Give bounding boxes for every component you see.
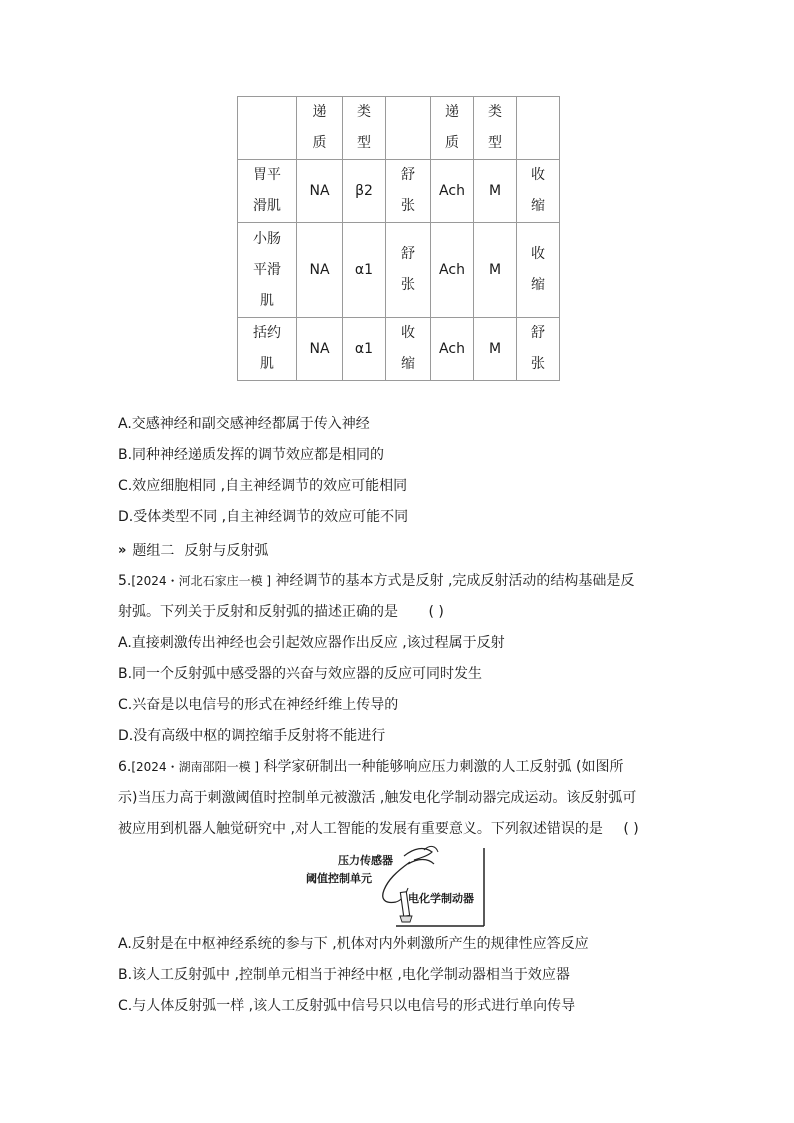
table-header-cell: 递质 xyxy=(431,97,474,160)
q6-stem: 科学家研制出一种能够响应压力刺激的人工反射弧 (如图所 xyxy=(263,759,624,775)
q5-stem: 神经调节的基本方式是反射 ,完成反射活动的结构基础是反 xyxy=(275,573,635,589)
q6-stem-line1 xyxy=(118,757,623,777)
effect-cell: 舒张 xyxy=(517,318,560,381)
section-label: 题组二 xyxy=(132,543,175,559)
q5-option-c: C.兴奋是以电信号的形式在神经纤维上传导的 xyxy=(118,697,399,713)
table-row xyxy=(238,223,560,318)
effect-cell: 舒张 xyxy=(386,160,431,223)
artificial-reflex-arc-figure xyxy=(300,842,490,930)
q6-option-b: B.该人工反射弧中 ,控制单元相当于神经中枢 ,电化学制动器相当于效应器 xyxy=(118,967,570,983)
q5-number: 5. xyxy=(118,573,132,589)
reflex-arc-drawing xyxy=(300,842,490,930)
effect-cell: 收缩 xyxy=(517,160,560,223)
chevron-right-icon: » xyxy=(118,542,123,558)
q6-stem-line3: 被应用到机器人触觉研究中 ,对人工智能的发展有重要意义。下列叙述错误的是 ( ) xyxy=(118,821,639,837)
sensor-label: 压力传感器 xyxy=(338,854,393,867)
q5-option-b: B.同一个反射弧中感受器的兴奋与效应器的反应可同时发生 xyxy=(118,666,483,682)
transmitter-cell: Ach xyxy=(431,318,474,381)
receptor-cell: M xyxy=(474,160,517,223)
transmitter-cell: Ach xyxy=(431,223,474,318)
transmitter-cell: NA xyxy=(297,223,343,318)
table-header-cell xyxy=(238,97,297,160)
q4-option-b: B.同种神经递质发挥的调节效应都是相同的 xyxy=(118,447,385,463)
table-header-cell: 类型 xyxy=(343,97,386,160)
receptor-cell: α1 xyxy=(343,223,386,318)
neurotransmitter-table xyxy=(237,96,560,381)
q4-option-c: C.效应细胞相同 ,自主神经调节的效应可能相同 xyxy=(118,478,408,494)
transmitter-cell: NA xyxy=(297,318,343,381)
table-row xyxy=(238,160,560,223)
table-header-cell xyxy=(517,97,560,160)
q6-option-c: C.与人体反射弧一样 ,该人工反射弧中信号只以电信号的形式进行单向传导 xyxy=(118,998,576,1014)
table-header-cell xyxy=(386,97,431,160)
q5-source: [2024・河北石家庄一模 ] xyxy=(131,574,272,588)
effect-cell: 收缩 xyxy=(517,223,560,318)
q6-number: 6. xyxy=(118,759,132,775)
receptor-cell: M xyxy=(474,223,517,318)
table-header-cell: 类型 xyxy=(474,97,517,160)
effect-cell: 收缩 xyxy=(386,318,431,381)
table-header-cell: 递质 xyxy=(297,97,343,160)
control-unit-label: 阈值控制单元 xyxy=(306,872,372,885)
q5-stem-line2: 射弧。下列关于反射和反射弧的描述正确的是 ( ) xyxy=(118,604,444,620)
q6-stem-line2: 示)当压力高于刺激阈值时控制单元被激活 ,触发电化学制动器完成运动。该反射弧可 xyxy=(118,790,637,806)
transmitter-cell: Ach xyxy=(431,160,474,223)
q5-option-a: A.直接刺激传出神经也会引起效应器作出反应 ,该过程属于反射 xyxy=(118,635,505,651)
actuator-label: 电化学制动器 xyxy=(408,892,474,905)
organ-cell: 括约肌 xyxy=(238,318,297,381)
table-header-row xyxy=(238,97,560,160)
effect-cell: 舒张 xyxy=(386,223,431,318)
q5-option-d: D.没有高级中枢的调控缩手反射将不能进行 xyxy=(118,728,386,744)
q4-option-a: A.交感神经和副交感神经都属于传入神经 xyxy=(118,416,370,432)
q6-source: [2024・湖南邵阳一模 ] xyxy=(131,760,260,774)
q6-option-a: A.反射是在中枢神经系统的参与下 ,机体对内外刺激所产生的规律性应答反应 xyxy=(118,936,589,952)
section-heading xyxy=(118,540,268,560)
organ-cell: 小肠平滑肌 xyxy=(238,223,297,318)
receptor-cell: α1 xyxy=(343,318,386,381)
answer-bracket: ( ) xyxy=(428,604,444,620)
answer-bracket: ( ) xyxy=(623,821,639,837)
q4-option-d: D.受体类型不同 ,自主神经调节的效应可能不同 xyxy=(118,509,409,525)
transmitter-cell: NA xyxy=(297,160,343,223)
q5-stem-line1 xyxy=(118,571,634,591)
table-row xyxy=(238,318,560,381)
receptor-cell: M xyxy=(474,318,517,381)
organ-cell: 胃平滑肌 xyxy=(238,160,297,223)
section-title: 反射与反射弧 xyxy=(184,543,269,559)
receptor-cell: β2 xyxy=(343,160,386,223)
